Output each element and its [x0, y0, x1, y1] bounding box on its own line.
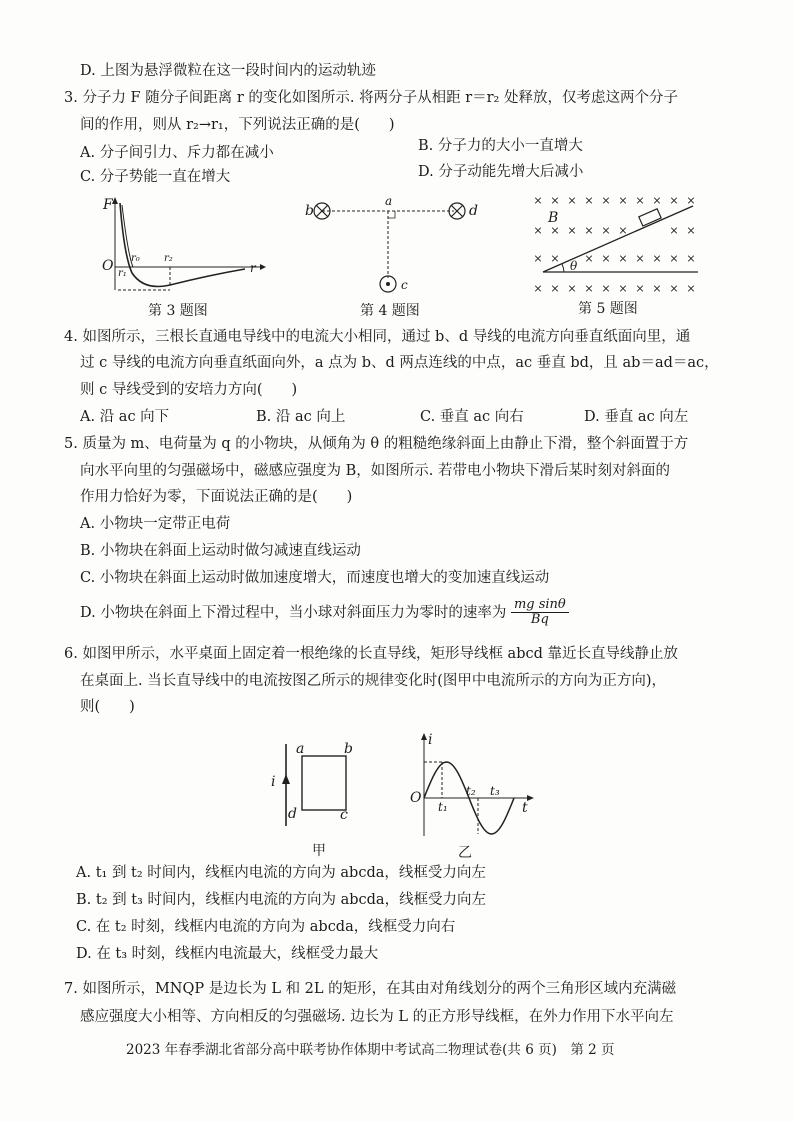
q5-stem-line1: 5. 质量为 m、电荷量为 q 的小物块，从倾角为 θ 的粗糙绝缘斜面上由静止下滑，整个斜面置于方: [64, 436, 689, 452]
figure-6b-caption: 乙: [458, 845, 472, 861]
field-cross-mark: ×: [669, 194, 679, 207]
field-cross-mark: ×: [618, 282, 628, 295]
fig6a-label-c: c: [340, 807, 348, 823]
speed-fraction: [511, 598, 569, 628]
q6-stem-line2: 在桌面上. 当长直导线中的电流按图乙所示的规律变化时(图甲中电流所示的方向为正方向)，: [80, 673, 667, 689]
q4-option-a: A. 沿 ac 向下: [80, 409, 170, 425]
fig3-origin-label: O: [102, 258, 114, 274]
fraction-denominator: Bq: [530, 612, 549, 628]
field-cross-mark: ×: [686, 282, 696, 295]
figure-6b-current-graph: [404, 732, 539, 842]
q5-option-c: C. 小物块在斜面上运动时做加速度增大，而速度也增大的变加速直线运动: [80, 570, 550, 586]
q2-option-d: D. 上图为悬浮微粒在这一段时间内的运动轨迹: [80, 63, 376, 79]
q5-stem-line2: 向水平向里的匀强磁场中，磁感应强度为 B，如图所示. 若带电小物块下滑后某时刻对斜面的: [80, 463, 670, 479]
q7-stem-line1: 7. 如图所示，MNQP 是边长为 L 和 2L 的矩形，在其由对角线划分的两个三角形区域内充满磁: [64, 981, 677, 997]
q3-option-a: A. 分子间引力、斥力都在减小: [80, 145, 274, 161]
field-cross-mark: ×: [686, 252, 696, 265]
field-cross-mark: ×: [669, 282, 679, 295]
field-cross-mark: ×: [601, 194, 611, 207]
field-cross-mark: ×: [669, 252, 679, 265]
q3-option-c: C. 分子势能一直在增大: [80, 169, 231, 185]
field-cross-mark: ×: [533, 224, 543, 237]
field-cross-mark: ×: [635, 252, 645, 265]
fig4-label-a: a: [385, 194, 393, 208]
fig4-label-b: b: [305, 203, 314, 219]
field-cross-mark: ×: [652, 194, 662, 207]
fig4-label-c: c: [401, 278, 408, 292]
fig4-label-d: d: [469, 203, 478, 219]
figure-4-three-wires: [302, 196, 492, 296]
field-cross-mark: ×: [618, 194, 628, 207]
page-footer: 2023 年春季湖北省部分高中联考协作体期中考试高二物理试卷(共 6 页) 第 2 页: [126, 1042, 615, 1058]
field-cross-mark: ×: [550, 224, 560, 237]
field-cross-mark: ×: [567, 282, 577, 295]
field-cross-mark: ×: [584, 224, 594, 237]
field-cross-mark: ×: [686, 194, 696, 207]
q6-option-b: B. t₂ 到 t₃ 时间内，线框内电流的方向为 abcda，线框受力向左: [76, 892, 487, 908]
field-cross-mark: ×: [533, 252, 543, 265]
figure-5-caption: 第 5 题图: [578, 301, 638, 317]
fig6b-t1-label: t₁: [438, 800, 448, 814]
q4-stem-line2: 过 c 导线的电流方向垂直纸面向外，a 点为 b、d 两点连线的中点，ac 垂直 bd，且 ab＝ad＝ac，: [80, 355, 719, 371]
field-cross-mark: ×: [686, 224, 696, 237]
field-cross-mark: ×: [584, 252, 594, 265]
q6-stem-line3: 则( ): [80, 699, 135, 715]
field-cross-mark: ×: [618, 252, 628, 265]
q6-stem-line1: 6. 如图甲所示，水平桌面上固定着一根绝缘的长直导线，矩形导线框 abcd 靠近长直导线静止放: [64, 646, 678, 662]
q3-option-b: B. 分子力的大小一直增大: [418, 138, 583, 154]
q3-stem-line1: 3. 分子力 F 随分子间距离 r 的变化如图所示. 将两分子从相距 r＝r₂ 处释放，仅考虑这两个分子: [64, 90, 678, 106]
field-cross-mark: ×: [635, 282, 645, 295]
figure-5-incline-field: [528, 192, 703, 297]
fig6a-label-d: d: [288, 806, 297, 822]
field-cross-mark: ×: [652, 282, 662, 295]
q4-stem-line3: 则 c 导线受到的安培力方向( ): [80, 382, 298, 398]
fig5-field-label: B: [548, 210, 559, 226]
q5-option-b: B. 小物块在斜面上运动时做匀减速直线运动: [80, 543, 361, 559]
q3-stem-line2: 间的作用，则从 r₂→r₁，下列说法正确的是( ): [80, 117, 395, 133]
q5-option-d-text: D. 小物块在斜面上下滑过程中，当小球对斜面压力为零时的速率为: [80, 604, 507, 621]
q6-option-a: A. t₁ 到 t₂ 时间内，线框内电流的方向为 abcda，线框受力向左: [76, 865, 486, 881]
figure-4-caption: 第 4 题图: [360, 303, 420, 319]
fig6a-label-a: a: [296, 741, 305, 757]
fig3-axis-x-label: r: [250, 261, 256, 275]
field-cross-mark: ×: [533, 194, 543, 207]
fig6b-t3-label: t₃: [490, 784, 500, 798]
field-cross-mark: ×: [584, 282, 594, 295]
field-cross-mark: ×: [601, 252, 611, 265]
field-cross-mark: ×: [669, 224, 679, 237]
fig3-axis-y-label: F: [103, 197, 113, 213]
figure-6a-caption: 甲: [312, 843, 326, 859]
q7-stem-line2: 感应强度大小相等、方向相反的匀强磁场. 边长为 L 的正方形导线框，在外力作用下水平向左: [80, 1009, 674, 1025]
field-cross-mark: ×: [652, 252, 662, 265]
q3-option-d: D. 分子动能先增大后减小: [418, 164, 584, 180]
fig5-angle-label: θ: [570, 259, 578, 273]
fig6b-axis-y-label: i: [428, 732, 433, 748]
fraction-numerator: mg sinθ: [511, 598, 569, 613]
q6-option-d: D. 在 t₃ 时刻，线框内电流最大，线框受力最大: [76, 946, 379, 962]
field-cross-mark: ×: [567, 194, 577, 207]
q4-option-c: C. 垂直 ac 向右: [420, 409, 524, 425]
field-cross-mark: ×: [618, 224, 628, 237]
field-cross-mark: ×: [533, 282, 543, 295]
q6-option-c: C. 在 t₂ 时刻，线框内电流的方向为 abcda，线框受力向右: [76, 919, 456, 935]
figure-6a-wire-loop: [266, 736, 366, 836]
figure-3-caption: 第 3 题图: [148, 303, 208, 319]
fig6a-label-b: b: [344, 741, 353, 757]
field-cross-mark: ×: [601, 224, 611, 237]
fig3-r1-label: r₁: [118, 268, 127, 279]
fig6b-origin-label: O: [410, 790, 422, 806]
fig6a-current-label: i: [271, 774, 276, 790]
figure-3-force-curve: [100, 195, 270, 295]
field-cross-mark: ×: [584, 194, 594, 207]
q4-option-b: B. 沿 ac 向上: [256, 409, 346, 425]
field-cross-mark: ×: [601, 282, 611, 295]
q5-option-d: [80, 598, 569, 628]
fig3-r2-label: r₂: [164, 253, 173, 264]
field-cross-mark: ×: [635, 194, 645, 207]
q4-option-d: D. 垂直 ac 向左: [584, 409, 689, 425]
q4-stem-line1: 4. 如图所示，三根长直通电导线中的电流大小相同，通过 b、d 导线的电流方向垂直纸面向里，通: [64, 329, 691, 345]
fig6b-axis-x-label: t: [522, 800, 528, 816]
field-cross-mark: ×: [550, 252, 560, 265]
field-cross-mark: ×: [567, 224, 577, 237]
fig6b-t2-label: t₂: [466, 784, 476, 798]
fig3-r0-label: r₀: [131, 253, 140, 264]
q5-option-a: A. 小物块一定带正电荷: [80, 516, 231, 532]
q5-stem-line3: 作用力恰好为零，下面说法正确的是( ): [80, 489, 353, 505]
field-cross-mark: ×: [550, 194, 560, 207]
field-cross-mark: ×: [550, 282, 560, 295]
